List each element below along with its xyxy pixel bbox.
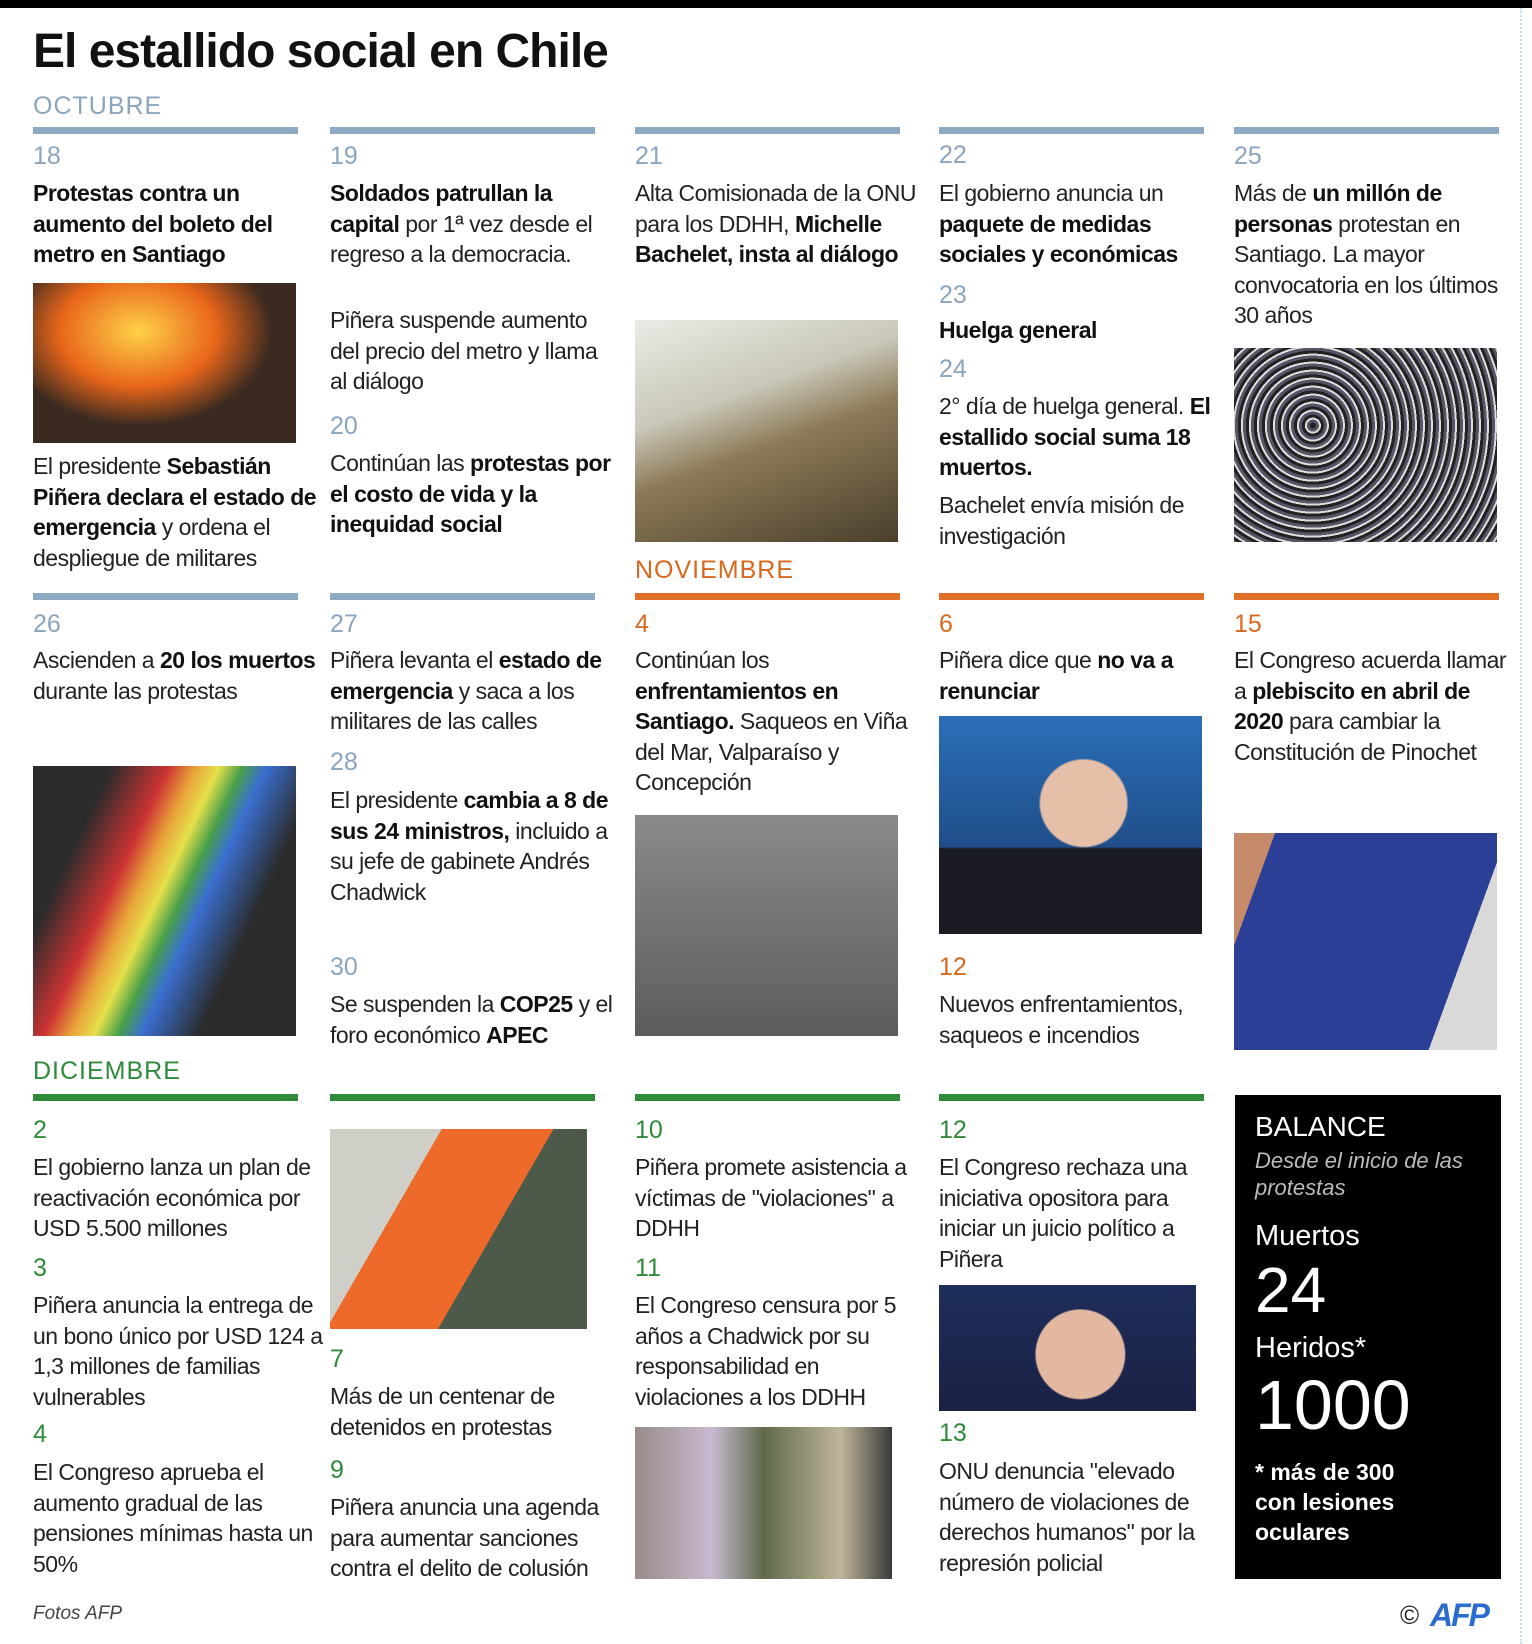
event-text-plain: Bachelet envía misión de investigación (939, 492, 1184, 549)
page-title: El estallido social en Chile (33, 25, 608, 78)
event-text (33, 1290, 323, 1412)
event-date: 28 (330, 748, 358, 776)
photo-crowd (1234, 348, 1497, 542)
event-text (939, 315, 1229, 346)
event-text (33, 1457, 323, 1579)
event-date: 12 (939, 953, 967, 981)
event-text (330, 645, 620, 737)
divider-bar-oct (1234, 127, 1499, 134)
event-text-bold: COP25 (499, 991, 573, 1017)
divider-bar-oct (635, 127, 900, 134)
divider-bar-dec (33, 1094, 298, 1101)
event-text-plain: por 1ª vez desde el regreso a la democracia. (330, 210, 593, 267)
event-date: 24 (939, 355, 967, 383)
event-text-plain: ONU denuncia "elevado número de violaciones de derechos humanos" por la represión policial (939, 1458, 1195, 1576)
event-text (330, 1492, 620, 1584)
event-text-plain: El Congreso acuerda llamar a (1234, 647, 1507, 704)
photo-rainbow-protester (33, 766, 296, 1036)
event-text-bold: El estallido social suma 18 muertos. (939, 393, 1211, 480)
event-date: 13 (939, 1419, 967, 1447)
photo-burning-bus (33, 283, 296, 443)
event-date: 3 (33, 1254, 47, 1282)
event-date: 6 (939, 610, 953, 638)
event-text-bold: Michelle Bachelet, insta al diálogo (635, 210, 899, 267)
event-text (635, 1152, 925, 1244)
event-text-plain: El Congreso rechaza una iniciativa opositora para iniciar un juicio político a Piñera (939, 1154, 1188, 1272)
divider-bar-dec (939, 1094, 1204, 1101)
copyright-icon: © (1400, 1600, 1420, 1630)
event-date: 21 (635, 142, 663, 170)
event-text (330, 785, 620, 907)
month-noviembre: NOVIEMBRE (635, 556, 795, 584)
event-text-plain: para cambiar la Constitución de Pinochet (1234, 708, 1477, 765)
event-date: 2 (33, 1116, 47, 1144)
event-date: 18 (33, 142, 61, 170)
event-text (939, 1152, 1229, 1274)
balance-box (1235, 1095, 1501, 1579)
divider-bar-nov (1234, 593, 1499, 600)
event-text-plain: Saqueos en Viña del Mar, Valparaíso y Concepción (635, 708, 908, 795)
divider-bar-dec (635, 1094, 900, 1101)
event-text (939, 490, 1229, 551)
event-date: 26 (33, 610, 61, 638)
event-text-plain: protestan en Santiago. La mayor convocatoria en los últimos 30 años (1234, 210, 1498, 328)
event-text (33, 645, 323, 706)
event-text-plain: El Congreso aprueba el aumento gradual de las pensiones mínimas hasta un 50% (33, 1459, 313, 1577)
event-date: 15 (1234, 610, 1262, 638)
event-text-bold: protestas por el costo de vida y la inequidad social (330, 450, 611, 537)
event-date: 25 (1234, 142, 1262, 170)
event-date: 20 (330, 412, 358, 440)
balance-subtitle: Desde el inicio de las protestas (1255, 1148, 1463, 1200)
event-date: 19 (330, 142, 358, 170)
event-date: 30 (330, 953, 358, 981)
event-text-plain: Piñera anuncia la entrega de un bono único por USD 124 a 1,3 millones de familias vulnerables (33, 1292, 323, 1410)
balance-note: * más de 300 con lesiones oculares (1255, 1459, 1395, 1545)
event-text (330, 178, 620, 270)
event-text-plain: Más de (1234, 180, 1313, 206)
event-text (330, 305, 620, 397)
photo-pinera (939, 716, 1202, 934)
top-bar (0, 0, 1532, 8)
injured-label: Heridos* (1255, 1332, 1367, 1364)
event-text-plain: incluido a su jefe de gabinete Andrés Chadwick (330, 817, 608, 905)
injured-value: 1000 (1255, 1366, 1411, 1444)
divider-bar-dec (330, 1094, 595, 1101)
event-text-plain: y el foro económico (330, 991, 613, 1048)
event-text-plain: Piñera suspende aumento del precio del metro y llama al diálogo (330, 307, 598, 394)
balance-title: BALANCE (1255, 1111, 1386, 1142)
event-date: 22 (939, 141, 967, 169)
event-text-plain: durante las protestas (33, 677, 238, 704)
event-text (939, 1456, 1229, 1578)
event-text-bold: Sebastián Piñera declara el estado de emergencia (33, 453, 317, 540)
event-text-bold: cambia a 8 de sus 24 ministros, (330, 787, 608, 844)
event-text (635, 645, 925, 798)
photo-chilean-flag (635, 815, 898, 1036)
event-text-plain: El Congreso censura por 5 años a Chadwick por su responsabilidad en violaciones a los DDHH (635, 1292, 897, 1410)
event-text-plain: Piñera dice que (939, 647, 1098, 673)
event-date: 23 (939, 281, 967, 309)
event-text (33, 1152, 323, 1244)
event-text-bold: Protestas contra un aumento del boleto del metro en Santiago (33, 180, 273, 267)
month-diciembre: DICIEMBRE (33, 1057, 181, 1085)
photo-constitution-book (1234, 833, 1497, 1050)
event-date: 27 (330, 610, 358, 638)
photo-graffiti-soldier (635, 1427, 892, 1579)
event-text (33, 451, 323, 573)
event-text-plain: El gobierno lanza un plan de reactivación económica por USD 5.500 millones (33, 1154, 311, 1241)
event-date: 12 (939, 1116, 967, 1144)
event-text-plain: Piñera promete asistencia a víctimas de "violaciones" a DDHH (635, 1154, 907, 1241)
event-text (939, 178, 1229, 270)
event-text-bold: enfrentamientos en Santiago. (635, 677, 839, 734)
event-text-plain: Se suspenden la (330, 991, 500, 1017)
event-text (330, 989, 620, 1050)
event-text-plain: Piñera anuncia una agenda para aumentar sanciones contra el delito de colusión (330, 1494, 599, 1581)
dead-label: Muertos (1255, 1220, 1360, 1252)
divider-bar-oct (33, 593, 298, 600)
photo-soldiers (635, 320, 898, 542)
event-text (330, 448, 620, 540)
event-text (635, 178, 925, 270)
event-text-plain: y ordena el despliegue de militares (33, 514, 271, 571)
divider-bar-oct (939, 127, 1204, 134)
event-text-bold: estado de emergencia (330, 647, 602, 704)
event-text (939, 989, 1229, 1050)
month-octubre: OCTUBRE (33, 92, 163, 120)
event-text-bold: Huelga general (939, 317, 1097, 343)
divider-bar-oct (33, 127, 298, 134)
event-text-bold: un millón de personas (1234, 180, 1442, 237)
event-date: 11 (635, 1254, 661, 1282)
divider-bar-nov (939, 593, 1204, 600)
event-date: 4 (635, 610, 649, 638)
event-date: 10 (635, 1116, 663, 1144)
event-date: 9 (330, 1456, 344, 1484)
photo-credit: Fotos AFP (33, 1603, 123, 1624)
event-text-plain: 2° día de huelga general. (939, 393, 1190, 419)
event-text-plain: Nuevos enfrentamientos, saqueos e incendios (939, 991, 1184, 1048)
event-text (1234, 645, 1524, 767)
event-text (635, 1290, 925, 1412)
event-text (939, 391, 1229, 483)
event-text (1234, 178, 1524, 331)
event-text-bold: 20 los muertos (159, 647, 316, 673)
event-text-plain: Alta Comisionada de la ONU para los DDHH, (635, 180, 917, 237)
divider-bar-oct (330, 593, 595, 600)
event-text-bold: no va a renunciar (939, 647, 1173, 704)
event-text-bold: Soldados patrullan la capital (330, 180, 553, 237)
event-text-bold: plebiscito en abril de 2020 (1234, 677, 1470, 734)
event-text-plain: Continúan las (330, 450, 471, 476)
event-text-plain: Ascienden a (33, 647, 160, 673)
event-text-bold: paquete de medidas sociales y económicas (939, 210, 1178, 267)
event-text-plain: Más de un centenar de detenidos en protestas (330, 1383, 555, 1440)
event-text-plain: y saca a los militares de las calles (330, 677, 575, 734)
dead-value: 24 (1255, 1254, 1327, 1326)
event-text-plain: El gobierno anuncia un (939, 180, 1164, 206)
event-text (330, 1381, 620, 1442)
event-text-plain: El presidente (330, 787, 464, 813)
photo-protester-arrest (330, 1129, 587, 1329)
event-text-bold: APEC (486, 1021, 549, 1048)
event-date: 4 (33, 1420, 47, 1448)
divider-bar-oct (330, 127, 595, 134)
event-text (33, 178, 323, 270)
event-date: 7 (330, 1345, 344, 1373)
event-text (939, 645, 1229, 706)
event-text-plain: Piñera levanta el (330, 647, 499, 673)
divider-bar-nov (635, 593, 900, 600)
afp-logo: AFP (1430, 1597, 1488, 1633)
event-text-plain: Continúan los (635, 647, 770, 673)
photo-michelle-bachelet (939, 1285, 1196, 1411)
event-text-plain: El presidente (33, 453, 167, 479)
